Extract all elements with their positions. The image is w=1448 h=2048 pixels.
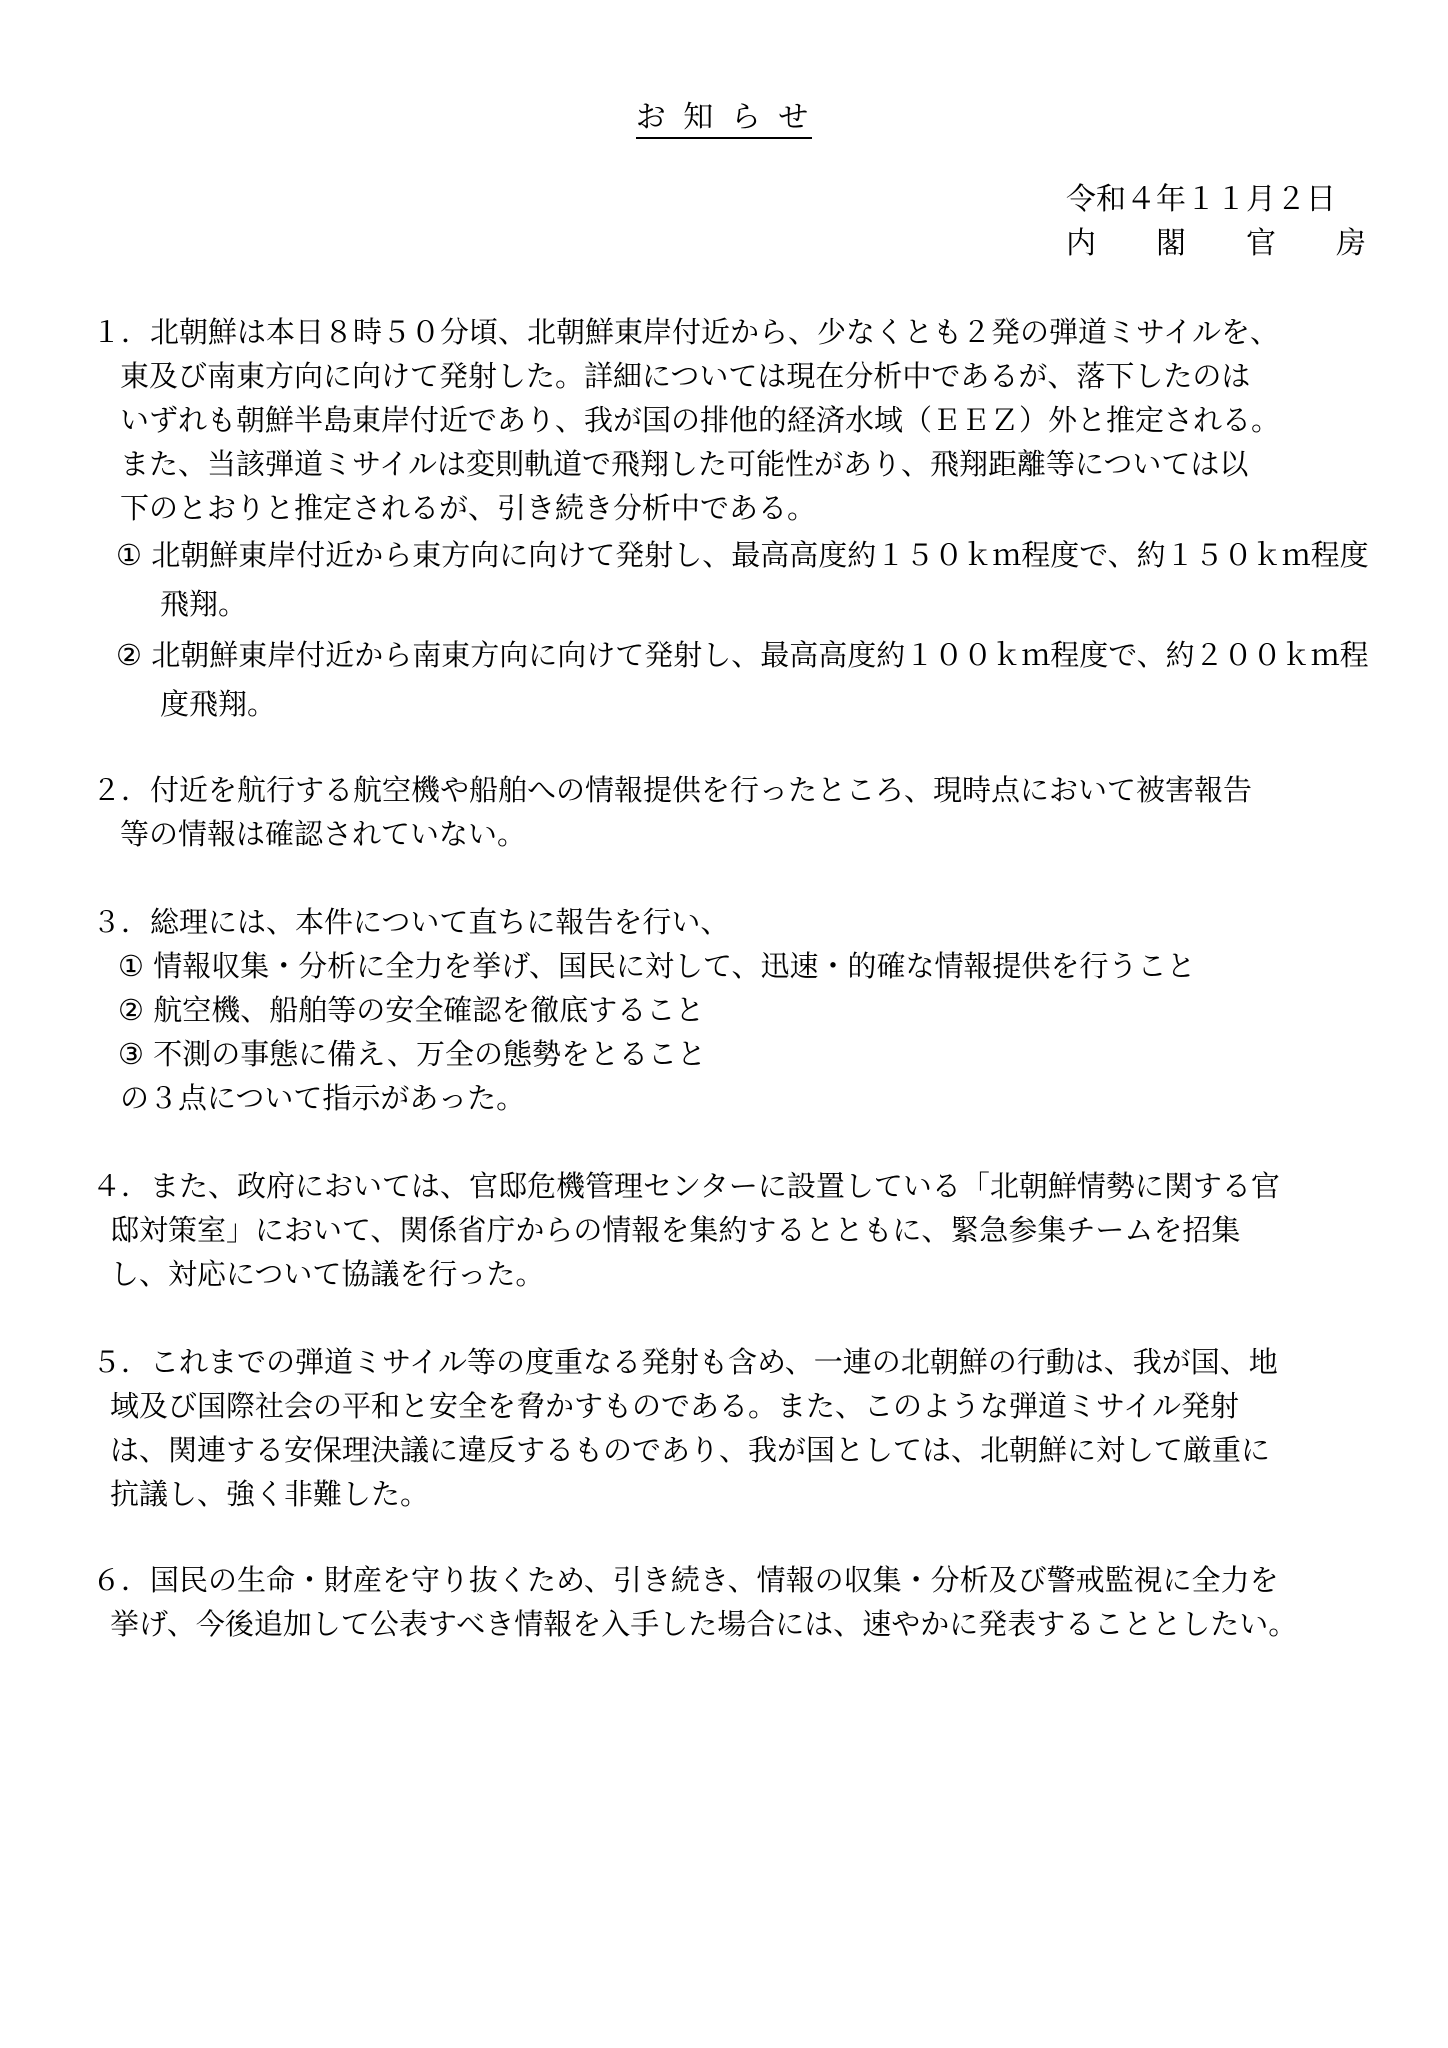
section-1-line-5: 下のとおりと推定されるが、引き続き分析中である。	[120, 491, 817, 525]
section-2-line-2: 等の情報は確認されていない。	[120, 817, 527, 851]
section-1-line-1: １．北朝鮮は本日８時５０分頃、北朝鮮東岸付近から、少なくとも２発の弾道ミサイルを、	[92, 315, 1279, 349]
document-title-text: お 知 ら せ	[636, 100, 813, 139]
section-1-line-4: また、当該弾道ミサイルは変則軌道で飛翔した可能性があり、飛翔距離等については以	[120, 447, 1249, 481]
section-6-line-2: 挙げ、今後追加して公表すべき情報を入手した場合には、速やかに発表することとしたい。	[110, 1607, 1298, 1641]
section-1-item-2-cont: 度飛翔。	[160, 687, 277, 721]
section-2-line-1: ２．付近を航行する航空機や船舶への情報提供を行ったところ、現時点において被害報告	[92, 773, 1253, 807]
section-1-item-2: ② 北朝鮮東岸付近から南東方向に向けて発射し、最高高度約１００ｋｍ程度で、約２００ｋｍ程	[116, 638, 1369, 672]
section-4-line-2: 邸対策室」において、関係省庁からの情報を集約するとともに、緊急参集チームを招集	[110, 1213, 1241, 1247]
section-1-line-3: いずれも朝鮮半島東岸付近であり、我が国の排他的経済水域（ＥＥＺ）外と推定される。	[120, 403, 1281, 437]
section-3-item-3: ③ 不測の事態に備え、万全の態勢をとること	[118, 1037, 706, 1071]
section-5-line-1: ５．これまでの弾道ミサイル等の度重なる発射も含め、一連の北朝鮮の行動は、我が国、地	[92, 1345, 1278, 1379]
section-1-line-2: 東及び南東方向に向けて発射した。詳細については現在分析中であるが、落下したのは	[120, 359, 1251, 393]
section-6-line-1: ６．国民の生命・財産を守り抜くため、引き続き、情報の収集・分析及び警戒監視に全力を	[92, 1563, 1279, 1597]
section-5-line-4: 抗議し、強く非難した。	[110, 1477, 430, 1511]
issue-date: 令和４年１１月２日	[1066, 182, 1336, 217]
section-1-item-1-cont: 飛翔。	[160, 587, 248, 621]
section-4-line-1: ４．また、政府においては、官邸危機管理センターに設置している「北朝鮮情勢に関する官	[92, 1169, 1280, 1203]
section-5-line-3: は、関連する安保理決議に違反するものであり、我が国としては、北朝鮮に対して厳重に	[110, 1433, 1271, 1467]
section-5-line-2: 域及び国際社会の平和と安全を脅かすものである。また、このような弾道ミサイル発射	[110, 1389, 1239, 1423]
section-3-item-2: ② 航空機、船舶等の安全確認を徹底すること	[118, 993, 705, 1027]
section-1-item-1: ① 北朝鮮東岸付近から東方向に向けて発射し、最高高度約１５０ｋｍ程度で、約１５０ｋｍ程度	[116, 538, 1369, 572]
issuing-organization: 内 閣 官 房	[1066, 226, 1366, 261]
section-3-line-2: の３点について指示があった。	[120, 1081, 526, 1115]
section-4-line-3: し、対応について協議を行った。	[110, 1257, 545, 1291]
document-title	[0, 98, 1448, 138]
section-3-line-1: ３．総理には、本件について直ちに報告を行い、	[92, 905, 730, 939]
section-3-item-1: ① 情報収集・分析に全力を挙げ、国民に対して、迅速・的確な情報提供を行うこと	[118, 949, 1196, 983]
